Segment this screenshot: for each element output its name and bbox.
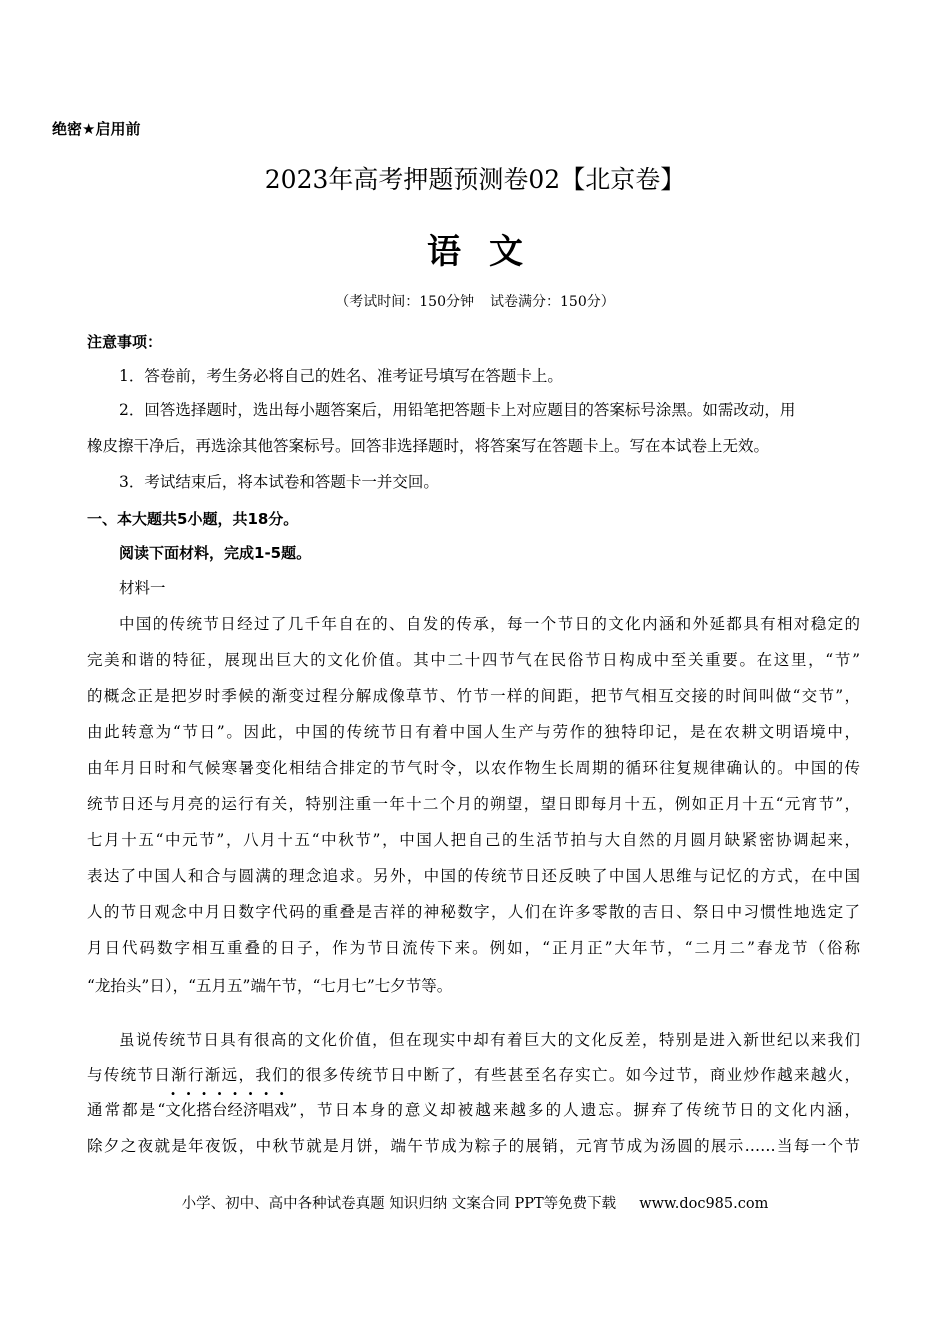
paragraph-2-line-3	[87, 1098, 860, 1120]
emphasized-phrase	[165, 1098, 289, 1120]
section-heading: 一、本大题共5小题，共18分。	[87, 510, 299, 528]
notice-item-3: 3．考试结束后，将本试卷和答题卡一并交回。	[119, 473, 439, 491]
paragraph-2-line-1: 虽说传统节日具有很高的文化价值，但在现实中却有着巨大的文化反差，特别是进入新世纪以来我们	[119, 1031, 860, 1049]
footer-website: www.doc985.com	[639, 1196, 769, 1212]
notice-item-2-line-1: 2．回答选择题时，选出每小题答案后，用铅笔把答题卡上对应题目的答案标号涂黑。如需改动，用	[119, 401, 796, 419]
paragraph-1-line-10: 月日代码数字相互重叠的日子，作为节日流传下来。例如，“正月正”大年节，“二月二”春龙节（俗称	[87, 939, 860, 957]
paragraph-2-line-2: 与传统节日渐行渐远，我们的很多传统节日中断了，有些甚至名存实亡。如今过节，商业炒作越来越火，	[87, 1066, 860, 1084]
paragraph-1-line-5: 由年月日时和气候寒暑变化相结合排定的节气时令，以农作物生长周期的循环往复规律确认的。中国的传	[87, 759, 860, 777]
confidential-label: 绝密★启用前	[52, 120, 141, 138]
page-footer	[0, 1192, 950, 1213]
paragraph-1-line-7: 七月十五“中元节”，八月十五“中秋节”，中国人把自己的生活节拍与大自然的月圆月缺紧密协调起来，	[87, 831, 860, 849]
paragraph-1-line-6: 统节日还与月亮的运行有关，特别注重一年十二个月的朔望，望日即每月十五，例如正月十五“元宵节”，	[87, 795, 860, 813]
line-3-suffix: ”，节日本身的意义却被越来越多的人遗忘。摒弃了传统节日的文化内涵，	[289, 1101, 860, 1119]
emphasized-char: 经	[227, 1101, 243, 1119]
emphasized-char: 济	[242, 1101, 259, 1119]
paragraph-1-line-1: 中国的传统节日经过了几千年自在的、自发的传承，每一个节日的文化内涵和外延都具有相对稳定的	[119, 615, 860, 633]
paragraph-2-line-4: 除夕之夜就是年夜饭，中秋节就是月饼，端午节成为粽子的展销，元宵节成为汤圆的展示……当每一个节	[87, 1137, 860, 1155]
exam-full-score: 试卷满分：150分）	[490, 294, 615, 310]
notice-heading: 注意事项：	[87, 333, 163, 351]
emphasized-char: 搭	[196, 1101, 212, 1119]
material-label: 材料一	[119, 579, 166, 597]
paragraph-1-line-4: 由此转意为“节日”。因此，中国的传统节日有着中国人生产与劳作的独特印记，是在农耕文明语境中，	[87, 723, 860, 741]
exam-duration: （考试时间：150分钟	[335, 294, 474, 310]
emphasized-char: 文	[165, 1101, 181, 1119]
emphasized-char: 化	[180, 1101, 197, 1119]
notice-item-1: 1．答卷前，考生务必将自己的姓名、准考证号填写在答题卡上。	[119, 367, 563, 385]
paragraph-1-line-2: 完美和谐的特征，展现出巨大的文化价值。其中二十四节气在民俗节日构成中至关重要。在这里，“节”	[87, 651, 860, 669]
emphasized-char: 台	[211, 1101, 228, 1119]
subject-title: 语文	[427, 232, 551, 272]
paragraph-1-line-11: “龙抬头”日），“五月五”端午节，“七月七”七夕节等。	[87, 977, 453, 995]
footer-text: 小学、初中、高中各种试卷真题 知识归纳 文案合同 PPT等免费下载	[181, 1196, 617, 1212]
paragraph-1-line-9: 人的节日观念中月日数字代码的重叠是吉祥的神秘数字，人们在许多零散的吉日、祭日中习惯性地选定了	[87, 903, 860, 921]
reading-instruction: 阅读下面材料，完成1-5题。	[119, 544, 312, 562]
paragraph-1-line-8: 表达了中国人和合与圆满的理念追求。另外，中国的传统节日还反映了中国人思维与记忆的方式，在中国	[87, 867, 860, 885]
emphasized-char: 唱	[258, 1101, 274, 1119]
emphasized-char: 戏	[273, 1101, 290, 1119]
exam-time-info	[0, 291, 950, 311]
notice-item-2-line-2: 橡皮擦干净后，再选涂其他答案标号。回答非选择题时，将答案写在答题卡上。写在本试卷上无效。	[87, 437, 770, 455]
line-3-prefix: 通常都是“	[87, 1101, 166, 1119]
exam-title: 2023年高考押题预测卷02【北京卷】	[264, 165, 686, 194]
paragraph-1-line-3: 的概念正是把岁时季候的渐变过程分解成像草节、竹节一样的间距，把节气相互交接的时间叫做“交节”，	[87, 687, 860, 705]
